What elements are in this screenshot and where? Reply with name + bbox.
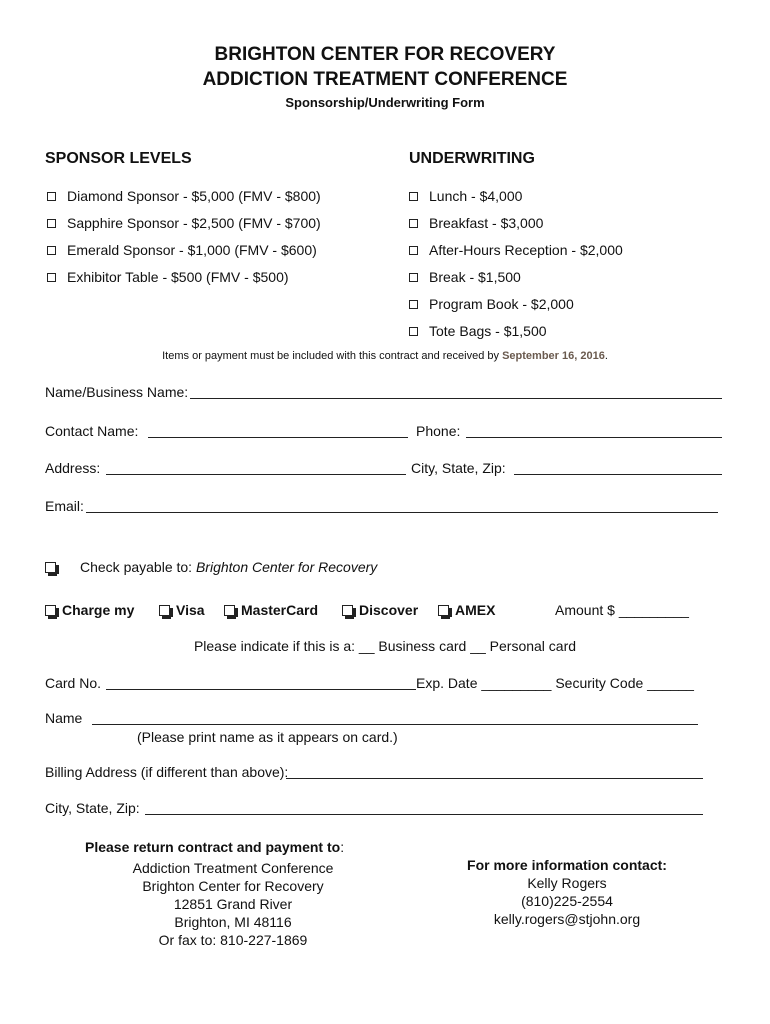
name-business-label: Name/Business Name:	[45, 384, 189, 400]
contact-name-label: Contact Name:	[45, 423, 139, 439]
sponsor-option-exhibitor[interactable]: Exhibitor Table - $500 (FMV - $500)	[47, 269, 289, 285]
checkbox-icon[interactable]	[342, 605, 353, 616]
discover-option[interactable]: Discover	[342, 602, 418, 618]
underwriting-option-reception[interactable]: After-Hours Reception - $2,000	[409, 242, 623, 258]
checkbox-icon[interactable]	[47, 219, 56, 228]
title-line-2: ADDICTION TREATMENT CONFERENCE	[202, 69, 568, 90]
exp-security-fields[interactable]: Exp. Date _________ Security Code ______	[416, 675, 694, 691]
return-heading: Please return contract and payment to:	[85, 839, 345, 855]
name-hint: (Please print name as it appears on card.)	[137, 729, 398, 745]
checkbox-icon[interactable]	[45, 605, 56, 616]
card-type-question[interactable]: Please indicate if this is a: __ Business card __ Personal card	[193, 638, 577, 654]
form-subtitle: Sponsorship/Underwriting Form	[285, 95, 485, 110]
city-state-zip-label: City, State, Zip:	[411, 460, 506, 476]
checkbox-icon[interactable]	[47, 246, 56, 255]
amex-option[interactable]: AMEX	[438, 602, 495, 618]
sponsor-levels-heading: SPONSOR LEVELS	[45, 150, 192, 167]
address-label: Address:	[45, 460, 101, 476]
visa-option[interactable]: Visa	[159, 602, 205, 618]
checkbox-icon[interactable]	[438, 605, 449, 616]
card-number-label: Card No.	[45, 675, 102, 691]
checkbox-icon[interactable]	[409, 273, 418, 282]
contact-name-field[interactable]	[148, 437, 408, 438]
underwriting-option-break[interactable]: Break - $1,500	[409, 269, 521, 285]
email-label: Email:	[45, 498, 84, 514]
return-address: Addiction Treatment Conference Brighton Center for Recovery 12851 Grand River Brighton, MI 48116 Or fax to: 810-227-1869	[132, 860, 334, 948]
billing-address-field[interactable]	[286, 778, 703, 779]
checkbox-icon[interactable]	[409, 300, 418, 309]
billing-city-field[interactable]	[145, 814, 703, 815]
checkbox-icon[interactable]	[224, 605, 235, 616]
city-state-zip-field[interactable]	[514, 474, 722, 475]
billing-city-label: City, State, Zip:	[45, 800, 140, 816]
deadline-date: September 16, 2016	[502, 350, 605, 362]
check-payable-option[interactable]: Check payable to: Brighton Center for Recovery	[45, 559, 377, 575]
email-field[interactable]	[86, 512, 718, 513]
underwriting-heading: UNDERWRITING	[409, 150, 535, 167]
underwriting-option-tote-bags[interactable]: Tote Bags - $1,500	[409, 323, 547, 339]
phone-field[interactable]	[466, 437, 722, 438]
checkbox-icon[interactable]	[409, 192, 418, 201]
amount-field[interactable]: Amount $ _________	[555, 602, 689, 618]
sponsor-option-diamond[interactable]: Diamond Sponsor - $5,000 (FMV - $800)	[47, 188, 321, 204]
underwriting-option-lunch[interactable]: Lunch - $4,000	[409, 188, 522, 204]
charge-my-option[interactable]: Charge my	[45, 602, 134, 618]
name-business-field[interactable]	[190, 398, 722, 399]
sponsor-option-sapphire[interactable]: Sapphire Sponsor - $2,500 (FMV - $700)	[47, 215, 321, 231]
mastercard-option[interactable]: MasterCard	[224, 602, 318, 618]
underwriting-option-program-book[interactable]: Program Book - $2,000	[409, 296, 574, 312]
checkbox-icon[interactable]	[409, 327, 418, 336]
title-line-1: BRIGHTON CENTER FOR RECOVERY	[214, 44, 556, 65]
checkbox-icon[interactable]	[47, 273, 56, 282]
checkbox-icon[interactable]	[409, 219, 418, 228]
checkbox-icon[interactable]	[409, 246, 418, 255]
underwriting-option-breakfast[interactable]: Breakfast - $3,000	[409, 215, 543, 231]
phone-label: Phone:	[416, 423, 461, 439]
deadline-notice: Items or payment must be included with this contract and received by September 16, 2016.	[162, 350, 608, 362]
sponsor-option-emerald[interactable]: Emerald Sponsor - $1,000 (FMV - $600)	[47, 242, 317, 258]
contact-email[interactable]: kelly.rogers@stjohn.org	[493, 911, 641, 927]
card-number-field[interactable]	[106, 689, 416, 690]
checkbox-icon[interactable]	[159, 605, 170, 616]
checkbox-icon[interactable]	[45, 562, 56, 573]
billing-address-label: Billing Address (if different than above):	[45, 764, 289, 780]
cardholder-name-label: Name	[45, 710, 83, 726]
contact-info: For more information contact: Kelly Rogers (810)225-2554 kelly.rogers@stjohn.org	[417, 856, 717, 928]
checkbox-icon[interactable]	[47, 192, 56, 201]
cardholder-name-field[interactable]	[92, 724, 698, 725]
address-field[interactable]	[106, 474, 406, 475]
